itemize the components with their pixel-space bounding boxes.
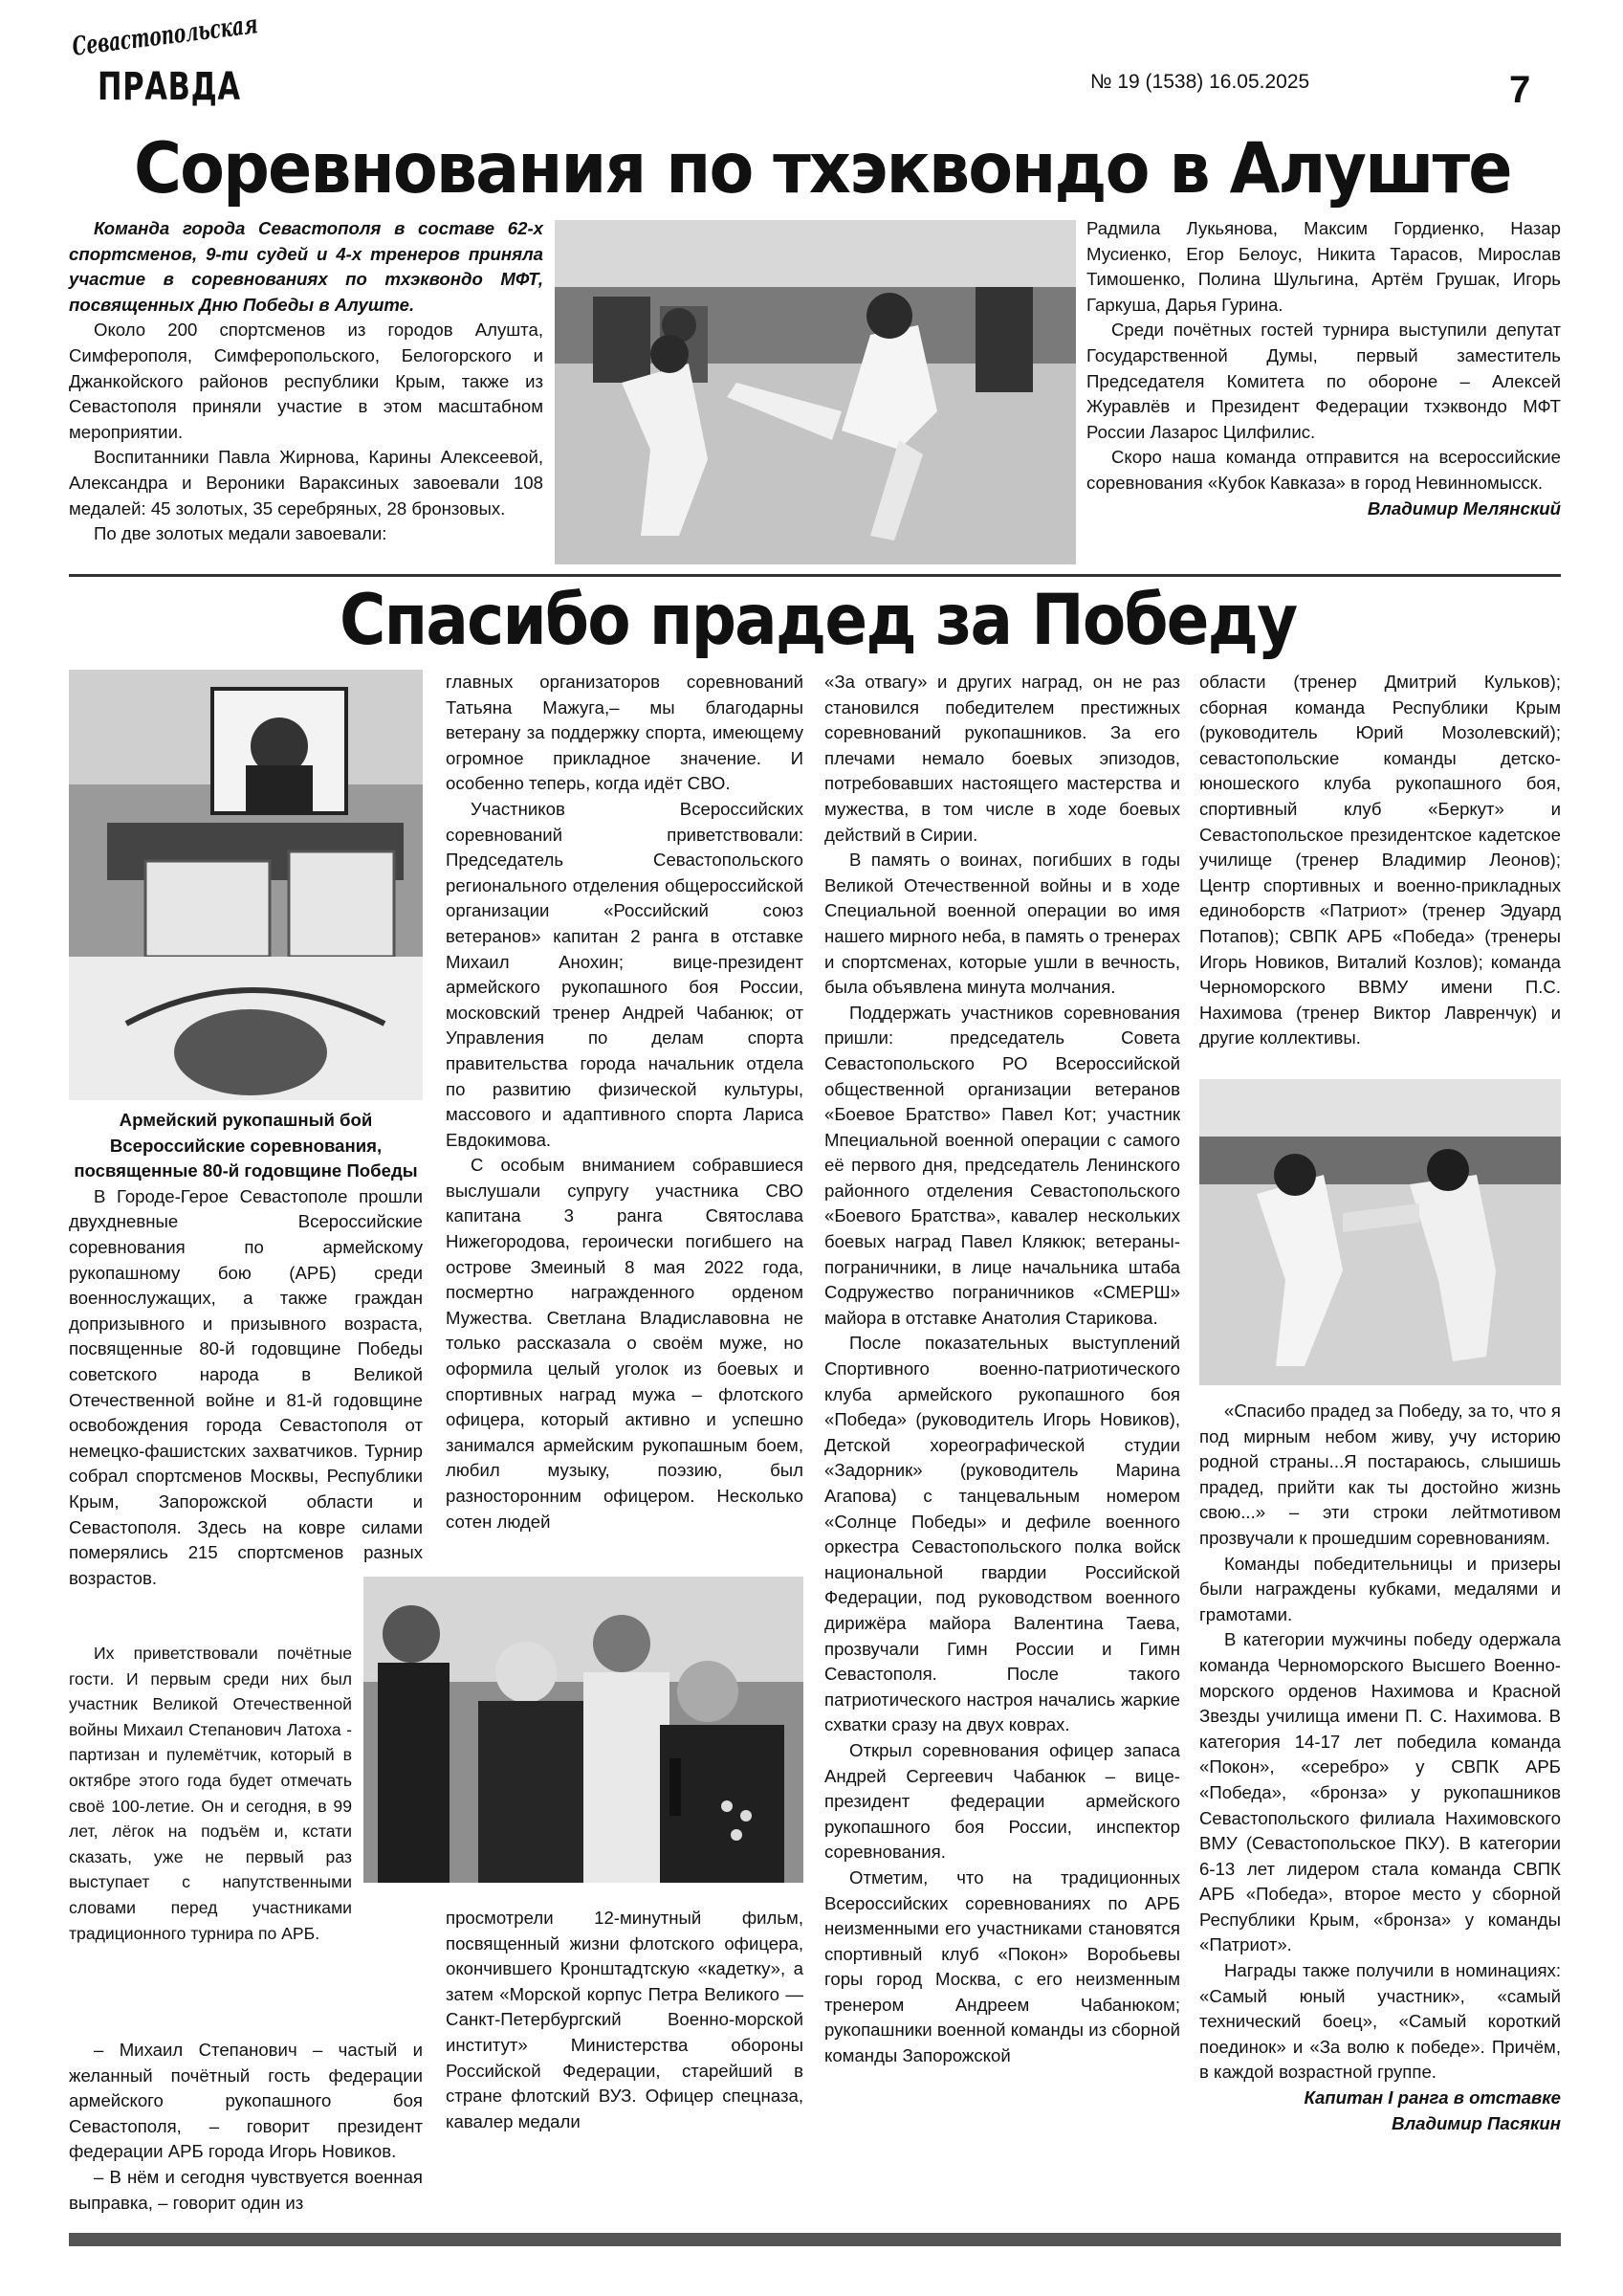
taekwondo-photo xyxy=(555,220,1076,564)
article1-paragraph: По две золотых медали завоевали: xyxy=(94,523,387,544)
issue-info: № 19 (1538) 16.05.2025 xyxy=(1090,71,1310,93)
article2-paragraph: главных организаторов соревнований Татьяна Мажуга,– мы благодарны ветерану за поддержку спорта, имеющему огромное прикладное значение. И особенно теперь, когда идёт СВО. xyxy=(446,672,803,794)
page-number: 7 xyxy=(1509,69,1531,111)
article2-paragraph: «За отвагу» и других наград, он не раз становился победителем престижных соревнований рукопашников. За его плечами немало боевых эпизодов, потребовавших настоящего мастерства и мужества, в том числе в ходе боевых действий в Сирии. xyxy=(824,672,1180,845)
article2-col3 xyxy=(824,670,1180,2069)
logo-line2: ПРАВДА xyxy=(98,65,241,109)
article2-paragraph: области (тренер Дмитрий Кульков); сборная команда Республики Крым (руководитель Юрий Мозолевский); севастопольские команды детско-юношеского клуба рукопашного боя, спортивный клуб «Беркут» и Севастопольское президентское кадетское училище (тренер Владимир Леонов); Центр спортивных и военно-прикладных единоборств «Патриот» (тренер Эдуард Потапов); СВПК АРБ «Победа» (тренеры Игорь Новиков, Виталий Козлов); команда Черноморского ВВМУ имени П.С. Нахимова (тренер Виктор Лавренчук) и другие коллективы. xyxy=(1199,672,1561,1049)
article2-paragraph: После показательных выступлений Спортивного военно-патриотического клуба армейского рукопашного боя «Победа» (руководитель Игорь Новиков), Детской хореографической студии «Задорник» (руководитель Марина Агапова) с танцевальным номером «Солнце Победы» и дефиле военного оркестра Севастопольского полка войск национальной гвардии Российской Федерации, под руководством военного дирижёра майора Валентина Таева, прозвучали Гимн России и Гимн Севастополя. После такого патриотического настроя начались жаркие схватки сразу на двух коврах. xyxy=(824,1333,1180,1735)
article2-paragraph: В категории мужчины победу одержала команда Черноморского Высшего Военно-морского орденов Нахимова и Красной Звезды училища имени П. С. Нахимова. В категория 14-17 лет победила команда «Покон», «серебро» у СВПК АРБ «Победа», «бронза» у рукопашников Севастопольского филиала Нахимовского ВМУ (Севастопольское ПКУ). В категории 6-13 лет лидером стала команда СВПК АРБ «Победа», второе место у сборной Республики Крым, «бронза» у команды «Патриот». xyxy=(1199,1629,1561,1955)
veterans-photo xyxy=(363,1577,803,1883)
article2-signature-rank: Капитан I ранга в отставке xyxy=(1304,2087,1561,2108)
article2-paragraph: – В нём и сегодня чувствуется военная выправка, – говорит один из xyxy=(69,2166,423,2213)
article2-paragraph: Отметим, что на традиционных Всероссийских соревнованиях по АРБ неизменными его участниками становятся спортивный клуб «Покон» Воробьевы горы город Москва, с его неизменным тренером Андреем Чабанюком; рукопашники военной команды из сборной команды Запорожской xyxy=(824,1866,1180,2066)
article1-col1 xyxy=(69,216,543,547)
article2-signature-name: Владимир Пасякин xyxy=(1392,2112,1561,2133)
article2-paragraph: В Городе-Герое Севастополе прошли двухдневные Всероссийские соревнования по армейскому рукопашному бою (АРБ) среди военнослужащих, а также граждан допризывного и призывного возраста, посвященные 80-й годовщине Победы советского народа в Великой Отечественной войне и 81-й годовщине освобождения города Севастополя от немецко-фашистских захватчиков. Турнир собрал спортсменов Москвы, Республики Крым, Запорожской области и Севастополя. Здесь на ковре силами померялись 215 спортсменов разных возрастов. xyxy=(69,1185,423,1588)
article2-col1-bottom xyxy=(69,2038,423,2216)
svo-memorial-photo xyxy=(69,670,423,1100)
logo-line1: Севастопольская xyxy=(71,10,260,62)
article2-col2 xyxy=(446,670,803,1534)
article2-paragraph: С особым вниманием собравшиеся выслушали супругу участника СВО капитана 3 ранга Святослава Нижегородова, героически погибшего на острове Змеиный 8 мая 2022 года, посмертно награжденного орденом Мужества. Светлана Владиславовна не только рассказала о своём муже, но оформила целый уголок из боевых и спортивных наград мужа – флотского офицера, который активно и успешно занимался армейским рукопашным боем, любил музыку, поэзию, был разносторонним офицером. Несколько сотен людей xyxy=(446,1155,803,1532)
article1-paragraph: Около 200 спортсменов из городов Алушта, Симферополя, Симферопольского, Белогорского и Джанкойского районов республики Крым, также из Севастополя приняли участие в этом масштабном мероприятии. xyxy=(69,320,543,442)
combat-match-photo xyxy=(1199,1079,1561,1385)
article2-paragraph: Открыл соревнования офицер запаса Андрей Сергеевич Чабанюк – вице-президент федерации армейского рукопашного боя России, инспектор соревнования. xyxy=(824,1739,1180,1863)
article1-paragraph: Радмила Лукьянова, Максим Гордиенко, Назар Мусиенко, Егор Белоус, Никита Тарасов, Мирослав Тимошенко, Полина Шульгина, Артём Грушак, Игорь Гаркуша, Дарья Гурина. xyxy=(1086,218,1561,315)
article1-paragraph: Среди почётных гостей турнира выступили депутат Государственной Думы, первый заместитель Председателя Комитета по обороне – Алексей Журавлёв и Президент Федерации тхэквондо МФТ России Лазарос Цилфилис. xyxy=(1086,320,1561,442)
masthead-logo xyxy=(71,10,262,128)
article2-subhead: Армейский рукопашный бой Всероссийские соревнования, посвященные 80-й годовщине Победы xyxy=(74,1110,418,1181)
article1-col2 xyxy=(1086,216,1561,521)
article2-paragraph: – Михаил Степанович – частый и желанный почётный гость федерации армейского рукопашного боя Севастополя, – говорит президент федерации АРБ города Игорь Новиков. xyxy=(69,2040,423,2162)
article2-paragraph: В память о воинах, погибших в годы Великой Отечественной войны и в ходе Специальной военной операции во имя нашего мирного неба, в память о тренерах и спортсменах, которые ушли в вечность, была объявлена минута молчания. xyxy=(824,850,1181,998)
article2-col1-cont xyxy=(69,1641,352,1946)
article2-col4-bottom xyxy=(1199,1399,1561,2136)
article2-col4 xyxy=(1199,670,1561,1051)
article2-paragraph: Поддержать участников соревнования пришли: председатель Совета Севастопольского РО Всероссийской общественной организации ветеранов «Боевое Братство» Павел Кот; участник Мпециальной военной операции с самого её первого дня, председатель Ленинского районного отделения Севастопольского «Боевого Братства», кавалер нескольких боевых наград Павел Клякюк; ветераны-пограничники, в лице начальника штаба Содружество пограничников «СМЕРШ» майора в отставке Анатолия Старикова. xyxy=(824,1002,1180,1328)
article2-col2-bottom xyxy=(446,1906,803,2134)
footer-bar xyxy=(69,2233,1561,2246)
article1-paragraph: Скоро наша команда отправится на всероссийские соревнования «Кубок Кавказа» в город Невинномысск. xyxy=(1086,447,1561,493)
article2-quote: «Спасибо прадед за Победу, за то, что я под мирным небом живу, учу историю родной страны...Я постараюсь, слышишь прадед, прийти как ты достойно жизнь свою...» – эти строки лейтмотивом прозвучали к прошедшим соревнованиям. xyxy=(1199,1401,1561,1548)
section-divider xyxy=(69,574,1561,577)
article2-headline: Спасибо прадед за Победу xyxy=(340,580,1297,661)
article2-paragraph: Их приветствовали почётные гости. И первым среди них был участник Великой Отечественной войны Михаил Степанович Латоха - партизан и пулемётчик, который в октябре этого года будет отмечать своё 100-летие. Он и сегодня, в 99 лет, лёгок на подъём и, кстати сказать, уже не первый раз выступает с напутственными словами перед участниками традиционного турнира по АРБ. xyxy=(69,1644,352,1943)
article2-paragraph: Участников Всероссийских соревнований приветствовали: Председатель Севастопольского регионального отделения общероссийской организации «Российский союз ветеранов» капитан 2 ранга в отставке Михаил Анохин; вице-президент армейского рукопашного боя России, московский тренер Андрей Чабанюк; от Управления по делам спорта правительства города начальник отдела по развитию физической культуры, массового и адаптивного спорта Лариса Евдокимова. xyxy=(446,798,803,1150)
article1-paragraph: Воспитанники Павла Жирнова, Карины Алексеевой, Александра и Вероники Вараксиных завоевали 108 медалей: 45 золотых, 35 серебряных, 28 бронзовых. xyxy=(69,447,543,519)
article2-paragraph: Награды также получили в номинациях: «Самый юный участник», «самый технический боец», «Самый короткий поединок» и «За волю к победе». Причём, в каждой возрастной группе. xyxy=(1199,1960,1561,2083)
article2-paragraph: просмотрели 12-минутный фильм, посвященный жизни флотского офицера, окончившего Кронштадтскую «кадетку», а затем «Морской корпус Петра Великого — Санкт-Петербургский Военно-морской институт» Министерства обороны Российской Федерации, старейший в стране флотский ВУЗ. Офицер спецназа, кавалер медали xyxy=(446,1908,803,2131)
article1-lead: Команда города Севастополя в составе 62-х спортсменов, 9-ти судей и 4-х тренеров приняла участие в соревнованиях по тхэквондо МФТ, посвященных Дню Победы в Алуште. xyxy=(69,218,543,315)
article1-signature: Владимир Мелянский xyxy=(1367,497,1561,519)
article2-col1 xyxy=(69,1108,423,1591)
article1-headline: Соревнования по тхэквондо в Алуште xyxy=(134,128,1511,210)
article2-paragraph: Команды победительницы и призеры были награждены кубками, медалями и грамотами. xyxy=(1199,1553,1561,1624)
